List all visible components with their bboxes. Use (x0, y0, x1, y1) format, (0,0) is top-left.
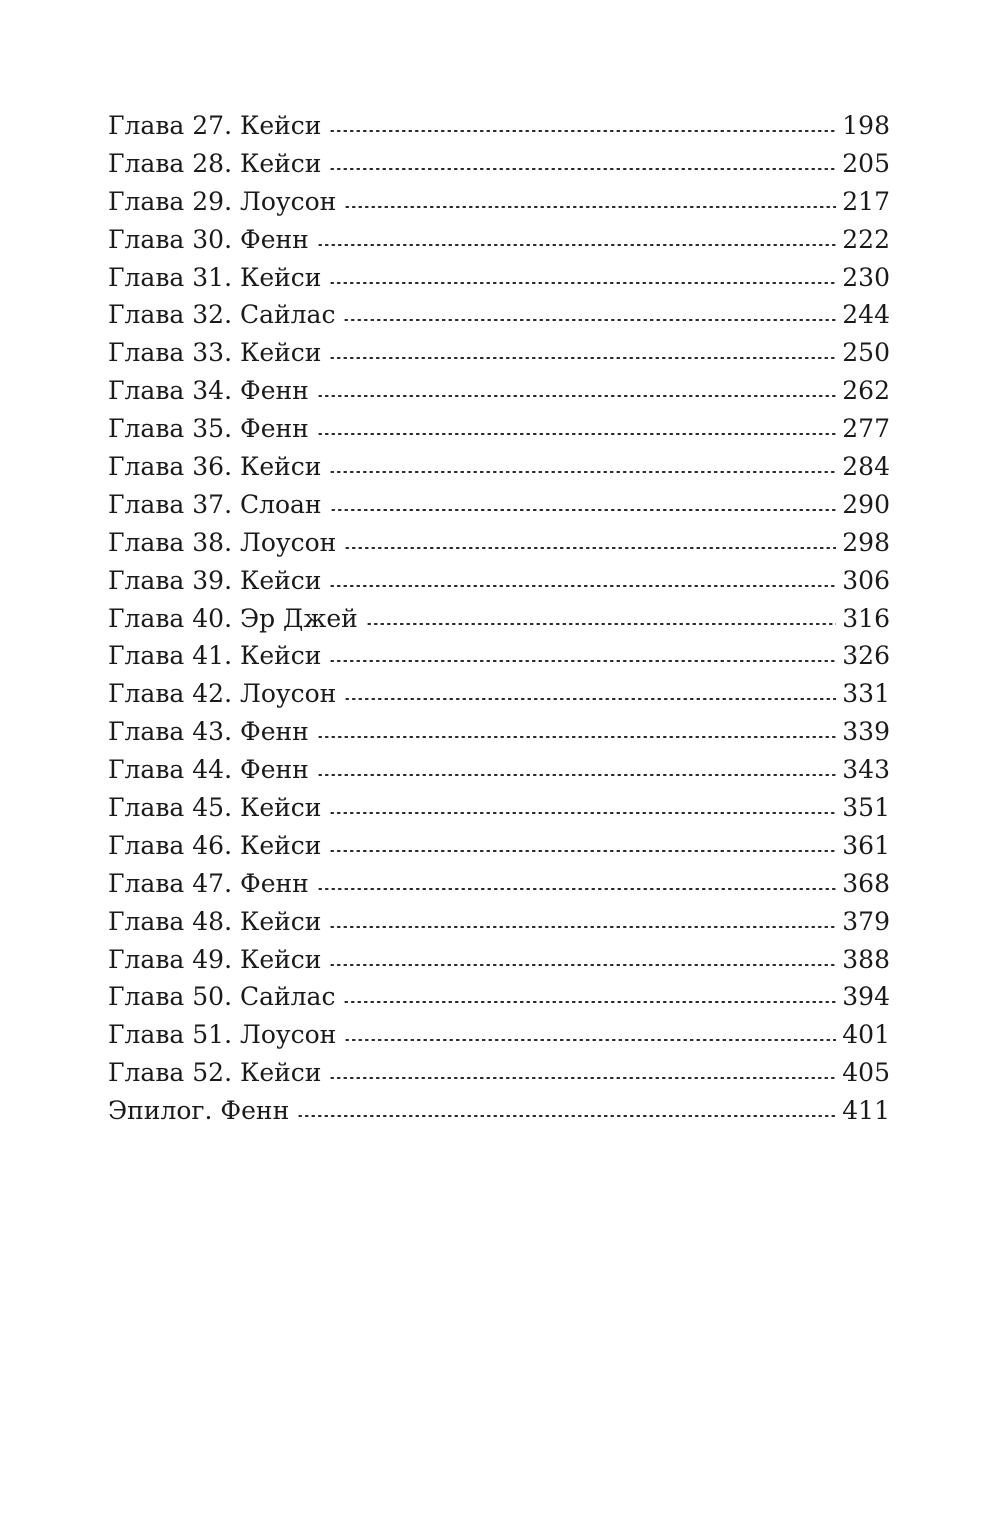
toc-entry (108, 145, 890, 183)
toc-entry (108, 221, 890, 259)
dot-leader (317, 753, 836, 778)
dot-leader (344, 1018, 836, 1043)
dot-leader (329, 147, 836, 172)
toc-entry-title: Глава 47. Фенн (108, 868, 309, 898)
toc-entry-page-number: 351 (842, 793, 890, 823)
toc-entry-page-number: 401 (842, 1020, 890, 1050)
dot-leader (344, 526, 836, 551)
toc-entry (108, 751, 890, 789)
toc-entry (108, 524, 890, 562)
toc-entry-page-number: 244 (842, 300, 890, 330)
toc-entry-page-number: 316 (842, 603, 890, 633)
dot-leader (329, 791, 836, 816)
toc-entry-page-number: 368 (842, 868, 890, 898)
toc-entry (108, 600, 890, 638)
toc-entry-page-number: 250 (842, 338, 890, 368)
toc-entry (108, 1016, 890, 1054)
toc-entry-title: Глава 40. Эр Джей (108, 603, 358, 633)
toc-entry-title: Глава 37. Слоан (108, 489, 322, 519)
dot-leader (344, 185, 836, 210)
dot-leader (330, 488, 837, 513)
toc-entry-page-number: 394 (842, 982, 890, 1012)
dot-leader (343, 980, 836, 1005)
toc-entry (108, 410, 890, 448)
toc-entry-title: Глава 44. Фенн (108, 755, 309, 785)
toc-entry (108, 448, 890, 486)
dot-leader (317, 715, 836, 740)
dot-leader (317, 412, 836, 437)
dot-leader (329, 109, 836, 134)
toc-entry-page-number: 306 (842, 565, 890, 595)
toc-entry-title: Глава 27. Кейси (108, 111, 322, 140)
toc-entry (108, 713, 890, 751)
toc-entry (108, 107, 890, 145)
toc-entry-title: Глава 50. Сайлас (108, 982, 336, 1012)
dot-leader (329, 905, 836, 930)
toc-entry-page-number: 388 (842, 944, 890, 974)
toc-entry (108, 372, 890, 410)
toc-entry-page-number: 230 (842, 262, 890, 292)
toc-entry-page-number: 298 (842, 527, 890, 557)
dot-leader (329, 564, 836, 589)
toc-entry-title: Глава 36. Кейси (108, 452, 322, 482)
toc-entry-title: Глава 52. Кейси (108, 1058, 322, 1088)
toc-entry (108, 903, 890, 941)
toc-entry-title: Глава 38. Лоусон (108, 527, 337, 557)
toc-entry-title: Глава 39. Кейси (108, 565, 322, 595)
dot-leader (317, 223, 836, 248)
dot-leader (366, 602, 836, 627)
toc-entry-page-number: 277 (842, 414, 890, 444)
toc-entry-page-number: 217 (842, 186, 890, 216)
dot-leader (343, 298, 836, 323)
dot-leader (329, 1056, 836, 1081)
toc-entry-page-number: 205 (842, 148, 890, 178)
toc-entry (108, 183, 890, 221)
dot-leader (329, 829, 836, 854)
toc-entry-title: Глава 35. Фенн (108, 414, 309, 444)
toc-entry-title: Глава 32. Сайлас (108, 300, 336, 330)
toc-entry (108, 296, 890, 334)
table-of-contents (108, 107, 890, 1130)
toc-entry-page-number: 339 (842, 717, 890, 747)
toc-entry-page-number: 222 (842, 224, 890, 254)
toc-entry-page-number: 284 (842, 452, 890, 482)
dot-leader (329, 943, 836, 968)
dot-leader (329, 261, 836, 286)
toc-entry-page-number: 361 (842, 830, 890, 860)
dot-leader (329, 336, 836, 361)
toc-entry (108, 334, 890, 372)
toc-entry (108, 637, 890, 675)
toc-entry-title: Глава 42. Лоусон (108, 679, 337, 709)
dot-leader (329, 639, 836, 664)
toc-entry-page-number: 198 (842, 111, 890, 140)
dot-leader (344, 677, 836, 702)
toc-entry (108, 486, 890, 524)
toc-entry-page-number: 379 (842, 906, 890, 936)
toc-entry-page-number: 405 (842, 1058, 890, 1088)
toc-entry (108, 675, 890, 713)
toc-entry-title: Глава 43. Фенн (108, 717, 309, 747)
toc-entry (108, 865, 890, 903)
toc-entry-title: Глава 30. Фенн (108, 224, 309, 254)
toc-entry-title: Глава 34. Фенн (108, 376, 309, 406)
toc-entry-title: Глава 51. Лоусон (108, 1020, 337, 1050)
toc-entry (108, 562, 890, 600)
toc-entry-title: Глава 28. Кейси (108, 148, 322, 178)
toc-entry-page-number: 326 (842, 641, 890, 671)
toc-entry (108, 789, 890, 827)
toc-entry (108, 941, 890, 979)
toc-entry-title: Глава 33. Кейси (108, 338, 322, 368)
toc-entry-title: Эпилог. Фенн (108, 1096, 290, 1126)
toc-entry (108, 978, 890, 1016)
toc-entry-page-number: 411 (842, 1096, 890, 1126)
toc-entry-page-number: 262 (842, 376, 890, 406)
toc-entry-page-number: 290 (842, 489, 890, 519)
toc-entry-title: Глава 49. Кейси (108, 944, 322, 974)
toc-entry (108, 1092, 890, 1130)
toc-entry-page-number: 343 (842, 755, 890, 785)
toc-entry-title: Глава 46. Кейси (108, 830, 322, 860)
toc-entry-title: Глава 48. Кейси (108, 906, 322, 936)
toc-entry (108, 1054, 890, 1092)
toc-entry (108, 827, 890, 865)
toc-entry-title: Глава 45. Кейси (108, 793, 322, 823)
toc-entry-page-number: 331 (842, 679, 890, 709)
toc-entry-title: Глава 41. Кейси (108, 641, 322, 671)
dot-leader (317, 374, 836, 399)
toc-entry-title: Глава 29. Лоусон (108, 186, 337, 216)
dot-leader (297, 1094, 836, 1119)
dot-leader (317, 867, 836, 892)
toc-entry-title: Глава 31. Кейси (108, 262, 322, 292)
dot-leader (329, 450, 836, 475)
toc-entry (108, 259, 890, 297)
